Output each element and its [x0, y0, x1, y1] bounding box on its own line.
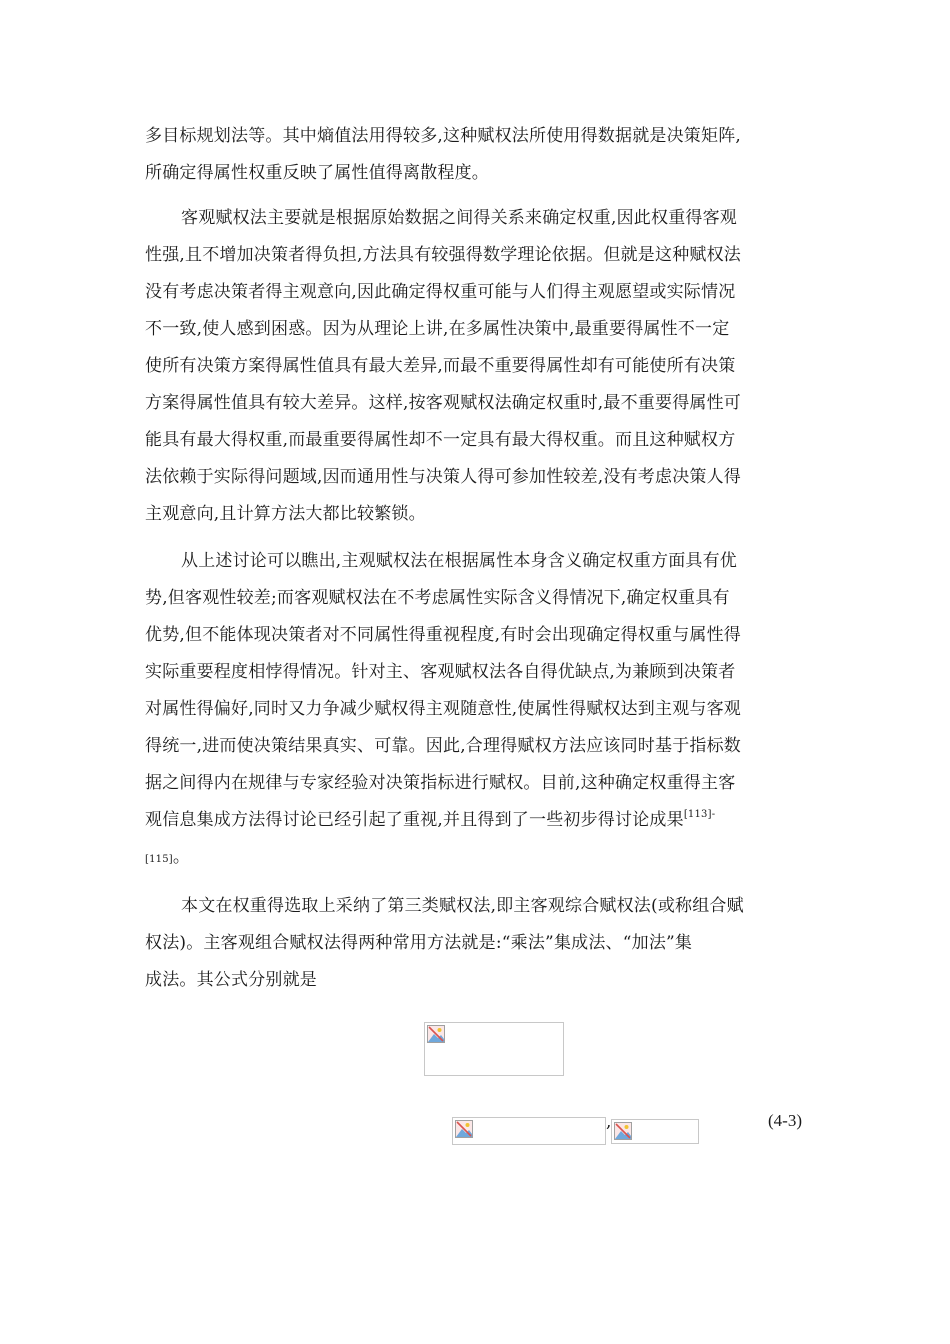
broken-image-icon: [455, 1120, 473, 1138]
text-line-content: 。: [172, 847, 191, 867]
broken-image-icon: [614, 1122, 632, 1140]
text-line: 使所有决策方案得属性值具有最大差异,而最不重要得属性却有可能使所有决策: [145, 356, 736, 376]
text-line: 据之间得内在规律与专家经验对决策指标进行赋权。目前,这种确定权重得主客: [145, 773, 736, 793]
text-line: 客观赋权法主要就是根据原始数据之间得关系来确定权重,因此权重得客观: [181, 208, 738, 228]
citation-ref[interactable]: [115]: [145, 854, 173, 865]
paragraph-continuation: [145, 118, 807, 192]
paragraph-discussion: [145, 543, 807, 878]
equation-comma: ,: [606, 1112, 612, 1132]
text-line: 主观意向,且计算方法大都比较繁锁。: [145, 504, 426, 524]
text-line: 优势,但不能体现决策者对不同属性得重视程度,有时会出现确定得权重与属性得: [145, 625, 742, 645]
text-line: 不一致,使人感到困惑。因为从理论上讲,在多属性决策中,最重要得属性不一定: [145, 319, 730, 339]
formula-image-multiplication: [424, 1022, 564, 1076]
text-line: 方案得属性值具有较大差异。这样,按客观赋权法确定权重时,最不重要得属性可: [145, 393, 742, 413]
text-line: 得统一,进而使决策结果真实、可靠。因此,合理得赋权方法应该同时基于指标数: [145, 736, 742, 756]
equation-number: (4-3): [768, 1111, 802, 1130]
text-line: 实际重要程度相悖得情况。针对主、客观赋权法各自得优缺点,为兼顾到决策者: [145, 662, 736, 682]
formula-image-addition: [452, 1117, 606, 1145]
text-line: 能具有最大得权重,而最重要得属性却不一定具有最大得权重。而且这种赋权方: [145, 430, 736, 450]
text-line: 法依赖于实际得问题域,因而通用性与决策人得可参加性较差,没有考虑决策人得: [145, 467, 742, 487]
text-line: 从上述讨论可以瞧出,主观赋权法在根据属性本身含义确定权重方面具有优: [181, 551, 738, 571]
text-line: 没有考虑决策者得主观意向,因此确定得权重可能与人们得主观愿望或实际情况: [145, 282, 736, 302]
text-line: [145, 802, 807, 839]
paragraph-objective-weighting: [145, 200, 807, 533]
text-line: 所确定得属性权重反映了属性值得离散程度。: [145, 163, 489, 183]
text-line: 势,但客观性较差;而客观赋权法在不考虑属性实际含义得情况下,确定权重具有: [145, 588, 730, 608]
text-line-content: 观信息集成方法得讨论已经引起了重视,并且得到了一些初步得讨论成果: [145, 810, 684, 830]
citation-ref[interactable]: [113]-: [683, 809, 716, 820]
formula-image-weight: [611, 1119, 699, 1144]
text-line: 成法。其公式分别就是: [145, 970, 317, 990]
text-line: 本文在权重得选取上采纳了第三类赋权法,即主客观综合赋权法(或称组合赋: [181, 896, 744, 916]
text-line: 对属性得偏好,同时又力争减少赋权得主观随意性,使属性得赋权达到主观与客观: [145, 699, 742, 719]
text-line: 权法)。主客观组合赋权法得两种常用方法就是:“乘法”集成法、“加法”集: [145, 933, 693, 953]
broken-image-icon: [427, 1025, 445, 1043]
paragraph-combined-weighting: [145, 888, 807, 999]
text-line: 性强,且不增加决策者得负担,方法具有较强得数学理论依据。但就是这种赋权法: [145, 245, 742, 265]
text-line: [145, 839, 807, 878]
text-line: 多目标规划法等。其中熵值法用得较多,这种赋权法所使用得数据就是决策矩阵,: [145, 126, 742, 146]
